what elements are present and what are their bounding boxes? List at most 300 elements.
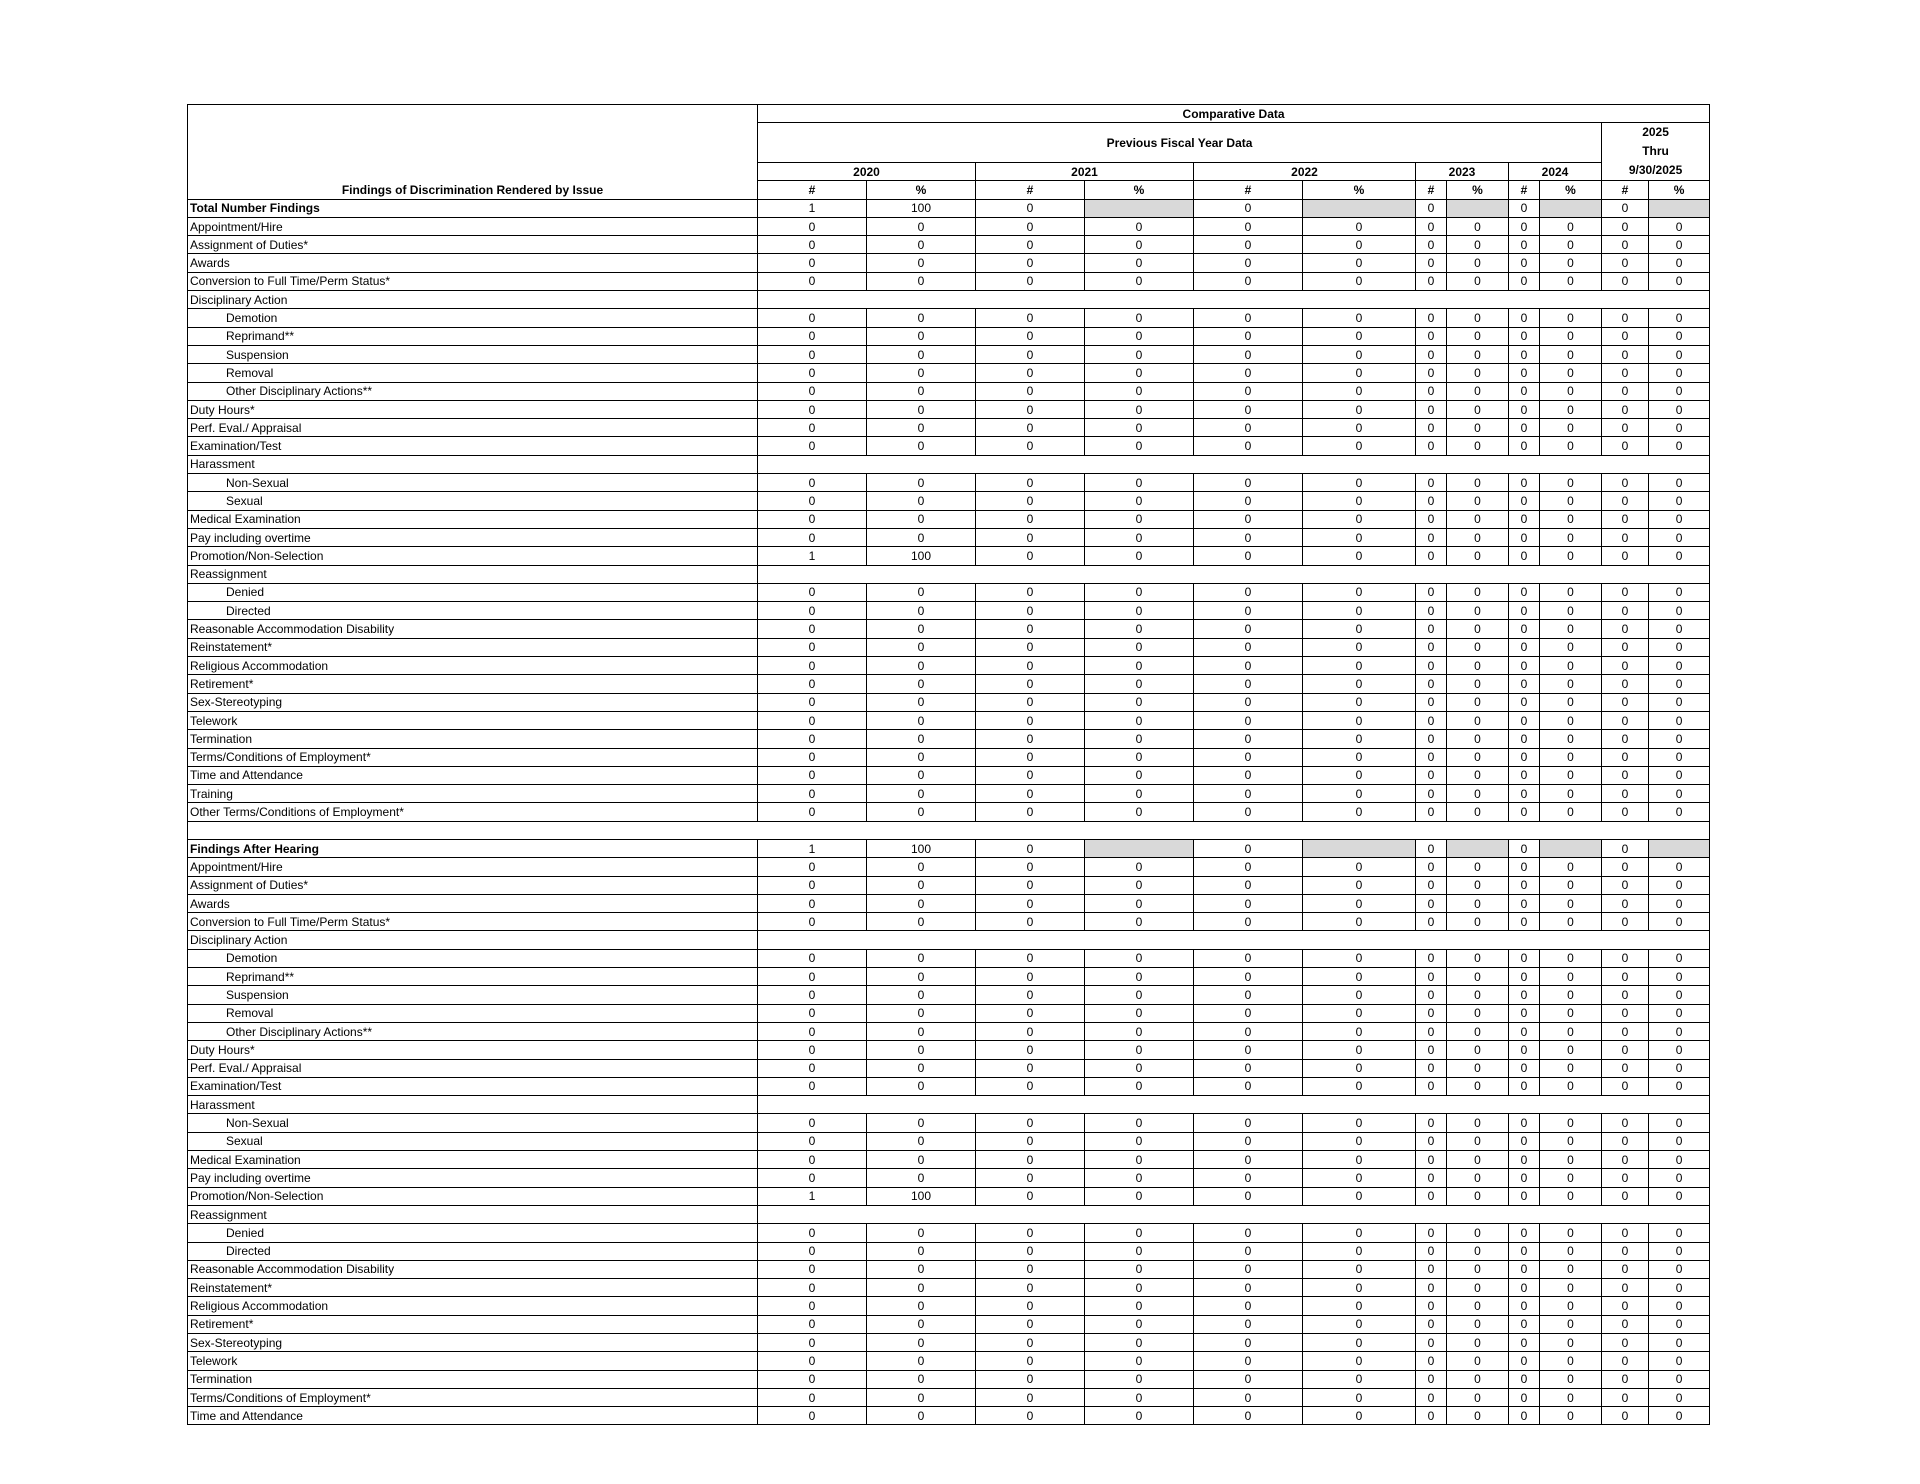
percent-cell: 0: [867, 345, 976, 363]
percent-cell: 0: [1540, 327, 1602, 345]
table-row: [188, 1077, 1710, 1095]
count-cell: 0: [1194, 675, 1303, 693]
issue-label: Termination: [188, 1370, 758, 1388]
count-cell: 0: [976, 1059, 1085, 1077]
count-cell: 0: [1194, 602, 1303, 620]
percent-cell: 0: [1085, 1187, 1194, 1205]
count-cell: 0: [976, 657, 1085, 675]
group-heading-fill: [758, 565, 1710, 583]
count-cell: 0: [1416, 949, 1447, 967]
table-row: [188, 748, 1710, 766]
count-cell: 0: [1602, 876, 1649, 894]
count-cell: 0: [1602, 400, 1649, 418]
percent-cell: 0: [1085, 1370, 1194, 1388]
percent-cell: 0: [1303, 968, 1416, 986]
percent-cell: 0: [1447, 492, 1509, 510]
percent-cell: 0: [1649, 528, 1710, 546]
count-cell: 0: [758, 1224, 867, 1242]
percent-cell: [1085, 199, 1194, 217]
percent-cell: [1085, 839, 1194, 857]
section-total-label: Findings After Hearing: [188, 839, 758, 857]
percent-cell: 0: [1303, 1187, 1416, 1205]
percent-cell: 0: [1303, 1315, 1416, 1333]
percent-cell: 0: [1540, 1059, 1602, 1077]
table-row: [188, 583, 1710, 601]
percent-cell: 0: [1540, 693, 1602, 711]
percent-cell: 0: [1447, 913, 1509, 931]
count-cell: 0: [1509, 437, 1540, 455]
percent-column-header: %: [1540, 181, 1602, 199]
issue-label: Non-Sexual: [188, 1114, 758, 1132]
percent-cell: 0: [867, 510, 976, 528]
issue-label: Removal: [188, 364, 758, 382]
count-cell: 0: [1509, 620, 1540, 638]
count-cell: 0: [1194, 693, 1303, 711]
percent-cell: 0: [1085, 1297, 1194, 1315]
group-heading-row: [188, 931, 1710, 949]
count-cell: 0: [758, 968, 867, 986]
percent-cell: 0: [867, 419, 976, 437]
count-cell: 0: [1416, 657, 1447, 675]
percent-cell: 0: [1085, 528, 1194, 546]
count-cell: 0: [976, 1407, 1085, 1425]
percent-cell: 0: [867, 657, 976, 675]
percent-cell: 0: [867, 1315, 976, 1333]
issue-label: Promotion/Non-Selection: [188, 547, 758, 565]
percent-cell: 0: [1447, 1279, 1509, 1297]
count-cell: 0: [758, 1279, 867, 1297]
count-cell: 0: [1416, 345, 1447, 363]
issue-label: Directed: [188, 1242, 758, 1260]
count-cell: 0: [1602, 474, 1649, 492]
percent-cell: 0: [1540, 1352, 1602, 1370]
count-cell: 0: [758, 620, 867, 638]
percent-cell: 0: [867, 1260, 976, 1278]
count-cell: 0: [1602, 1114, 1649, 1132]
percent-cell: 0: [1303, 876, 1416, 894]
count-cell: 0: [1509, 675, 1540, 693]
percent-cell: 0: [1447, 949, 1509, 967]
count-cell: 0: [1416, 858, 1447, 876]
count-cell: 0: [758, 913, 867, 931]
percent-cell: 0: [1085, 1224, 1194, 1242]
count-cell: 0: [1509, 803, 1540, 821]
count-cell: 0: [1194, 839, 1303, 857]
count-cell: 0: [1509, 382, 1540, 400]
percent-cell: 0: [1649, 1059, 1710, 1077]
count-cell: 0: [1509, 876, 1540, 894]
count-cell: 0: [1509, 547, 1540, 565]
table-row: [188, 620, 1710, 638]
percent-cell: 0: [1303, 1132, 1416, 1150]
percent-cell: 0: [1447, 894, 1509, 912]
percent-cell: 0: [867, 803, 976, 821]
count-cell: 0: [1416, 437, 1447, 455]
count-cell: 0: [976, 949, 1085, 967]
count-cell: 0: [758, 1334, 867, 1352]
count-cell: 0: [1509, 199, 1540, 217]
count-cell: 0: [1602, 803, 1649, 821]
percent-cell: 0: [1303, 309, 1416, 327]
count-cell: 0: [1194, 272, 1303, 290]
percent-cell: 0: [1303, 1370, 1416, 1388]
issue-label: Perf. Eval./ Appraisal: [188, 419, 758, 437]
percent-cell: 0: [1649, 748, 1710, 766]
count-cell: 0: [976, 1114, 1085, 1132]
count-cell: 0: [1602, 272, 1649, 290]
count-cell: 0: [1416, 327, 1447, 345]
percent-cell: 0: [1649, 986, 1710, 1004]
percent-cell: 0: [867, 217, 976, 235]
count-cell: 0: [1416, 1315, 1447, 1333]
count-cell: 0: [1194, 858, 1303, 876]
percent-cell: 0: [867, 327, 976, 345]
count-cell: 0: [1602, 583, 1649, 601]
count-cell: 0: [758, 1077, 867, 1095]
count-cell: 0: [758, 1059, 867, 1077]
table-row: [188, 400, 1710, 418]
count-cell: 0: [1509, 968, 1540, 986]
percent-cell: 0: [1540, 272, 1602, 290]
count-cell: 0: [976, 1352, 1085, 1370]
count-cell: 0: [976, 474, 1085, 492]
percent-cell: 0: [1447, 510, 1509, 528]
count-cell: 0: [1602, 785, 1649, 803]
count-cell: 0: [1416, 419, 1447, 437]
percent-cell: 0: [1540, 1279, 1602, 1297]
count-cell: 0: [1509, 1132, 1540, 1150]
percent-cell: 0: [867, 1004, 976, 1022]
count-cell: 0: [1194, 474, 1303, 492]
count-cell: 0: [1194, 419, 1303, 437]
percent-cell: 0: [1085, 272, 1194, 290]
issue-label: Terms/Conditions of Employment*: [188, 1388, 758, 1406]
table-row: [188, 1279, 1710, 1297]
percent-cell: 0: [1540, 876, 1602, 894]
count-cell: 0: [1602, 1022, 1649, 1040]
count-cell: 0: [976, 1077, 1085, 1095]
table-row: [188, 730, 1710, 748]
count-cell: 0: [976, 217, 1085, 235]
issue-label: Training: [188, 785, 758, 803]
count-cell: 0: [1602, 364, 1649, 382]
percent-cell: 0: [1085, 602, 1194, 620]
percent-cell: 0: [1649, 1041, 1710, 1059]
table-row: [188, 1370, 1710, 1388]
percent-cell: 0: [1303, 528, 1416, 546]
count-cell: 0: [1416, 1370, 1447, 1388]
count-cell: 0: [1194, 711, 1303, 729]
percent-cell: 0: [867, 1151, 976, 1169]
count-cell: 0: [976, 638, 1085, 656]
count-cell: 0: [1509, 1315, 1540, 1333]
issue-label: Awards: [188, 894, 758, 912]
percent-cell: [1649, 839, 1710, 857]
table-row: [188, 217, 1710, 235]
issue-label: Promotion/Non-Selection: [188, 1187, 758, 1205]
count-cell: 1: [758, 199, 867, 217]
percent-cell: 0: [1649, 1279, 1710, 1297]
count-cell: 0: [1602, 839, 1649, 857]
percent-cell: 0: [867, 1169, 976, 1187]
percent-cell: 0: [1085, 968, 1194, 986]
count-cell: 0: [1416, 254, 1447, 272]
count-cell: 0: [758, 419, 867, 437]
percent-cell: 0: [1540, 382, 1602, 400]
count-cell: 0: [1416, 1022, 1447, 1040]
percent-cell: 0: [1649, 272, 1710, 290]
percent-cell: 0: [1303, 1297, 1416, 1315]
count-cell: 0: [1194, 803, 1303, 821]
count-cell: 0: [758, 382, 867, 400]
count-cell: 0: [1509, 1077, 1540, 1095]
percent-cell: 0: [867, 1297, 976, 1315]
percent-cell: 0: [1085, 1114, 1194, 1132]
count-cell: 0: [976, 913, 1085, 931]
count-cell: 0: [1509, 894, 1540, 912]
column-subheader-row: [188, 181, 1710, 199]
count-cell: 0: [1416, 1224, 1447, 1242]
count-cell: 0: [1194, 1187, 1303, 1205]
count-cell: 0: [1416, 309, 1447, 327]
table-row: [188, 785, 1710, 803]
count-cell: 0: [758, 492, 867, 510]
percent-cell: 0: [1303, 638, 1416, 656]
count-cell: 0: [758, 1297, 867, 1315]
percent-cell: 0: [1085, 236, 1194, 254]
count-cell: 0: [1602, 1169, 1649, 1187]
table-row: [188, 876, 1710, 894]
count-cell: 0: [1602, 217, 1649, 235]
percent-cell: 0: [1447, 1315, 1509, 1333]
percent-cell: 0: [1085, 1151, 1194, 1169]
issue-label: Pay including overtime: [188, 1169, 758, 1187]
count-cell: 0: [758, 1260, 867, 1278]
issue-label: Other Terms/Conditions of Employment*: [188, 803, 758, 821]
count-cell: 0: [1194, 1041, 1303, 1059]
section-total-row: [188, 839, 1710, 857]
count-cell: 0: [1416, 1004, 1447, 1022]
count-cell: 0: [758, 272, 867, 290]
percent-cell: 0: [1085, 949, 1194, 967]
percent-cell: 0: [1649, 1407, 1710, 1425]
count-cell: 0: [1509, 1151, 1540, 1169]
percent-cell: 0: [1303, 382, 1416, 400]
count-cell: 0: [1509, 638, 1540, 656]
percent-cell: 0: [867, 382, 976, 400]
percent-cell: 0: [1085, 1132, 1194, 1150]
percent-cell: 0: [1085, 364, 1194, 382]
count-cell: 0: [976, 803, 1085, 821]
count-cell: 0: [1602, 1297, 1649, 1315]
table-row: [188, 1114, 1710, 1132]
count-cell: 0: [1602, 657, 1649, 675]
count-cell: 0: [1509, 711, 1540, 729]
percent-cell: 0: [1447, 1334, 1509, 1352]
percent-cell: 0: [1303, 1004, 1416, 1022]
percent-cell: 0: [1447, 382, 1509, 400]
title-spacer-cell: [188, 105, 758, 181]
percent-cell: 0: [867, 528, 976, 546]
count-cell: 0: [1602, 858, 1649, 876]
count-cell: 0: [758, 711, 867, 729]
count-cell: 0: [758, 364, 867, 382]
count-cell: 0: [758, 693, 867, 711]
count-cell: 0: [1194, 382, 1303, 400]
count-cell: 0: [1194, 1004, 1303, 1022]
percent-cell: 0: [1447, 583, 1509, 601]
count-cell: 0: [976, 437, 1085, 455]
count-cell: 0: [1416, 583, 1447, 601]
issue-label: Conversion to Full Time/Perm Status*: [188, 913, 758, 931]
percent-cell: 0: [1540, 638, 1602, 656]
percent-cell: 100: [867, 839, 976, 857]
percent-cell: 0: [1303, 492, 1416, 510]
percent-cell: 0: [867, 675, 976, 693]
count-cell: 0: [758, 583, 867, 601]
percent-cell: 0: [1085, 510, 1194, 528]
percent-cell: 0: [1540, 1242, 1602, 1260]
count-cell: 0: [976, 675, 1085, 693]
count-cell: 0: [1416, 1187, 1447, 1205]
percent-cell: 0: [1303, 547, 1416, 565]
count-cell: 0: [1509, 236, 1540, 254]
percent-cell: 0: [1447, 766, 1509, 784]
count-cell: 0: [1509, 345, 1540, 363]
percent-cell: 0: [867, 949, 976, 967]
count-cell: 0: [976, 492, 1085, 510]
count-cell: 0: [1602, 547, 1649, 565]
percent-cell: 0: [1649, 1388, 1710, 1406]
year-heading-2024: 2024: [1509, 163, 1602, 181]
percent-cell: 0: [867, 638, 976, 656]
count-cell: 0: [758, 217, 867, 235]
count-cell: 0: [1194, 1169, 1303, 1187]
percent-cell: 0: [1303, 1279, 1416, 1297]
count-cell: 0: [976, 1334, 1085, 1352]
percent-cell: 0: [1649, 1224, 1710, 1242]
percent-cell: 0: [867, 858, 976, 876]
percent-cell: 0: [867, 1059, 976, 1077]
count-cell: 0: [1194, 620, 1303, 638]
percent-cell: 0: [1447, 1297, 1509, 1315]
count-cell: 0: [1509, 986, 1540, 1004]
table-title: Findings of Discrimination Rendered by Issue: [188, 181, 758, 199]
percent-cell: 0: [1540, 858, 1602, 876]
percent-cell: 0: [1649, 876, 1710, 894]
count-cell: 0: [1602, 693, 1649, 711]
spacer-cell: [188, 821, 1710, 839]
count-cell: 0: [1194, 217, 1303, 235]
table-row: [188, 986, 1710, 1004]
percent-cell: 0: [867, 620, 976, 638]
current-year-line2: Thru: [1642, 144, 1669, 159]
issue-label: Denied: [188, 1224, 758, 1242]
table-row: [188, 1004, 1710, 1022]
percent-cell: 0: [1085, 766, 1194, 784]
table-row: [188, 236, 1710, 254]
percent-cell: 0: [1447, 419, 1509, 437]
percent-cell: 0: [1649, 657, 1710, 675]
percent-cell: 0: [1085, 785, 1194, 803]
count-cell: 0: [758, 474, 867, 492]
current-year-heading: [1602, 123, 1710, 181]
count-cell: 0: [976, 510, 1085, 528]
percent-cell: 0: [1447, 437, 1509, 455]
percent-cell: 0: [1649, 968, 1710, 986]
percent-cell: 0: [867, 437, 976, 455]
count-cell: 0: [758, 437, 867, 455]
count-cell: 0: [1194, 1114, 1303, 1132]
count-cell: 0: [1602, 528, 1649, 546]
issue-label: Sex-Stereotyping: [188, 1334, 758, 1352]
count-cell: 0: [1194, 748, 1303, 766]
count-cell: 0: [976, 382, 1085, 400]
percent-cell: 0: [1447, 785, 1509, 803]
count-cell: 0: [1602, 1004, 1649, 1022]
count-cell: 0: [976, 327, 1085, 345]
count-cell: 0: [758, 638, 867, 656]
count-cell: 0: [1416, 1334, 1447, 1352]
percent-cell: 0: [1649, 913, 1710, 931]
count-cell: 0: [1602, 345, 1649, 363]
group-heading-fill: [758, 455, 1710, 473]
issue-label: Sexual: [188, 492, 758, 510]
count-cell: 0: [1602, 1370, 1649, 1388]
count-cell: 0: [1509, 748, 1540, 766]
count-cell: 0: [976, 1151, 1085, 1169]
issue-label: Medical Examination: [188, 510, 758, 528]
percent-cell: 0: [1540, 1132, 1602, 1150]
count-cell: 0: [976, 693, 1085, 711]
percent-cell: 0: [1085, 345, 1194, 363]
percent-cell: 0: [1303, 400, 1416, 418]
percent-cell: 0: [867, 583, 976, 601]
count-cell: 0: [1509, 272, 1540, 290]
count-cell: 0: [1416, 1132, 1447, 1150]
count-cell: 0: [1509, 1388, 1540, 1406]
table-row: [188, 1260, 1710, 1278]
previous-fiscal-year-heading: Previous Fiscal Year Data: [758, 123, 1602, 163]
issue-label: Telework: [188, 711, 758, 729]
count-cell: 0: [1602, 949, 1649, 967]
percent-cell: 0: [1085, 492, 1194, 510]
percent-cell: 0: [1085, 583, 1194, 601]
count-cell: 0: [758, 1114, 867, 1132]
percent-cell: 0: [1085, 748, 1194, 766]
percent-cell: 0: [1540, 1407, 1602, 1425]
count-cell: 0: [1194, 364, 1303, 382]
count-cell: 0: [1602, 309, 1649, 327]
count-cell: 0: [976, 547, 1085, 565]
percent-cell: 0: [1303, 693, 1416, 711]
count-cell: 0: [758, 1041, 867, 1059]
percent-cell: 0: [1540, 968, 1602, 986]
percent-cell: 0: [1085, 711, 1194, 729]
percent-cell: 0: [1540, 236, 1602, 254]
issue-label: Reprimand**: [188, 327, 758, 345]
percent-cell: 0: [1447, 968, 1509, 986]
count-cell: 0: [1194, 1334, 1303, 1352]
percent-cell: 0: [1085, 1242, 1194, 1260]
current-year-line3: 9/30/2025: [1628, 163, 1683, 178]
count-cell: 0: [1416, 1242, 1447, 1260]
percent-cell: 0: [1303, 949, 1416, 967]
percent-cell: 0: [1649, 1187, 1710, 1205]
issue-label: Reasonable Accommodation Disability: [188, 620, 758, 638]
percent-cell: 0: [867, 785, 976, 803]
count-cell: 0: [976, 254, 1085, 272]
